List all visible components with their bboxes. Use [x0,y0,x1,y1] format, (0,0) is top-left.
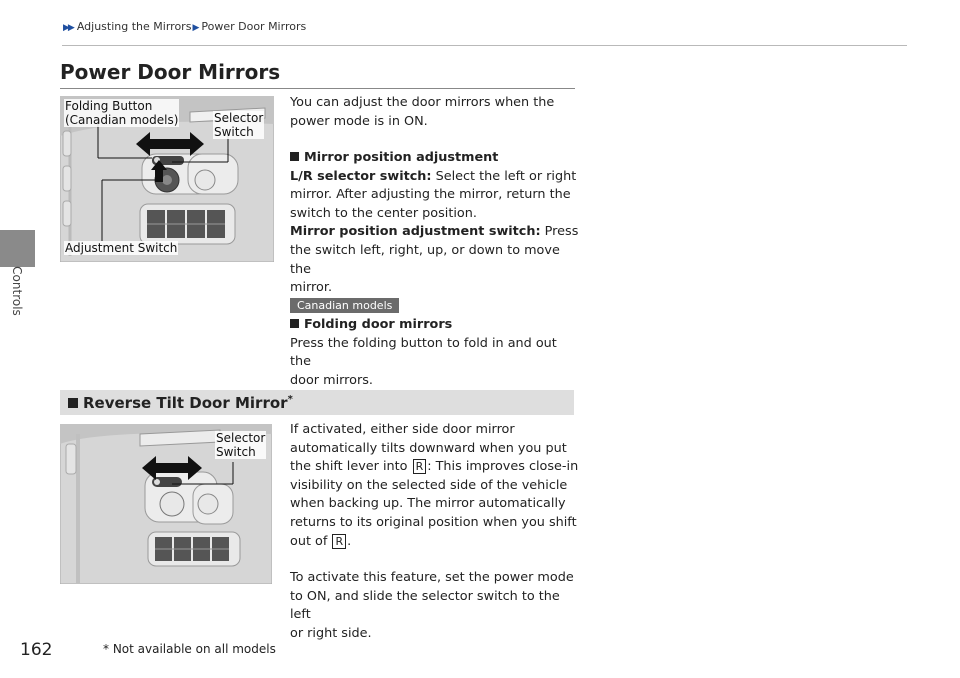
title-divider [60,88,575,89]
canadian-models-badge: Canadian models [290,298,399,313]
page-title: Power Door Mirrors [60,60,281,84]
footnote-mark: * [287,394,293,405]
callout-selector-switch: Selector Switch [214,111,264,139]
callout-selector-switch-2: Selector Switch [216,431,266,459]
square-bullet-icon [290,152,299,161]
header-divider [62,45,907,46]
mirror-position-heading: Mirror position adjustment [304,150,499,165]
callout-folding-button: Folding Button (Canadian models) [65,99,179,127]
reverse-tilt-paragraph: If activated, either side door mirror automatically tilts downward when you put the shift lever into R : This improves close-in visibility on the selected side of the vehicle when backing up. The mirror automatically returns to its original position when you shift out of R . [290,422,579,549]
page-number: 162 [20,640,53,660]
folding-heading: Folding door mirrors [304,317,453,332]
breadcrumb-current: Power Door Mirrors [201,20,307,33]
folding-mirrors-section: Folding door mirrors Press the folding button to fold in and out the door mirrors. [290,317,557,388]
double-arrow-icon: ▶▶ [63,23,73,33]
intro-paragraph: You can adjust the door mirrors when the power mode is in ON. [290,95,555,129]
reverse-tilt-section-header: Reverse Tilt Door Mirror* [60,390,574,415]
activation-paragraph: To activate this feature, set the power mode to ON, and slide the selector switch to the left or right side. [290,570,574,641]
chapter-label: Controls [9,266,24,316]
arrow-icon: ▶ [192,23,198,33]
footnote: * Not available on all models [103,642,276,656]
breadcrumb-link-adjusting-mirrors[interactable]: Adjusting the Mirrors [76,20,192,33]
mirror-position-section: Mirror position adjustment L/R selector switch: Select the left or right mirror. After adjusting the mirror, return the switch to the center position. Mirror position adjustment switch: Press the switch left, right, up, or down to move the mirror. [290,150,579,296]
breadcrumb [63,20,306,33]
gear-r-indicator: R [413,459,427,474]
square-bullet-icon [68,398,78,408]
square-bullet-icon [290,319,299,328]
callout-adjustment-switch: Adjustment Switch [65,241,178,255]
gear-r-indicator: R [332,534,346,549]
